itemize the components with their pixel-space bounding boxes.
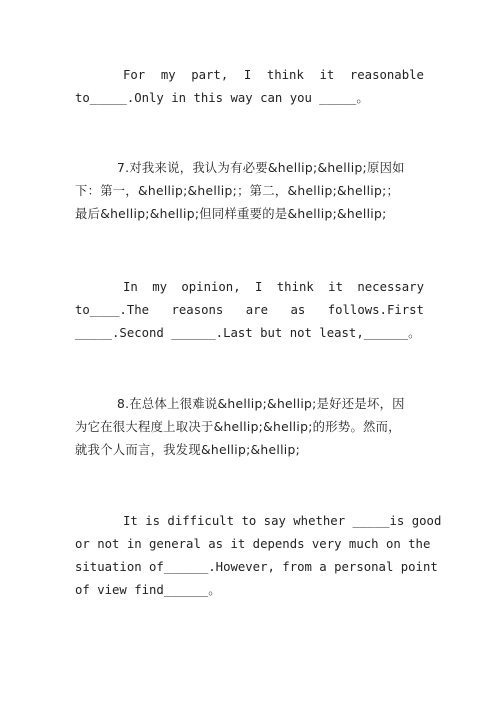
text-line: to____.The reasons are as follows.First [75, 303, 424, 317]
text-line: 为它在很大程度上取决于&hellip;&hellip;的形势。然而， [75, 420, 401, 434]
text-line: 就我个人而言，我发现&hellip;&hellip; [75, 443, 301, 457]
text-line: situation of______.However, from a personal point [75, 560, 438, 574]
paragraph-for-my-part [75, 64, 424, 110]
text-line: 8.在总体上很难说&hellip;&hellip;是好还是坏，因 [117, 397, 405, 411]
text-line: For my part, I think it reasonable [123, 68, 424, 82]
paragraph-in-my-opinion [75, 276, 424, 345]
text-line: 下：第一，&hellip;&hellip;；第二，&hellip;&hellip;； [75, 184, 400, 198]
text-line: In my opinion, I think it necessary [123, 280, 424, 294]
text-line: or not in general as it depends very much on the [75, 537, 431, 551]
paragraph-item-8 [75, 393, 424, 462]
text-line: It is difficult to say whether _____is good [123, 514, 442, 528]
paragraph-it-is-difficult [75, 510, 442, 602]
text-line: 7.对我来说，我认为有必要&hellip;&hellip;原因如 [117, 161, 405, 175]
text-line: of view find______。 [75, 583, 221, 597]
text-line: _____.Second ______.Last but not least,______。 [75, 326, 421, 340]
text-line: 最后&hellip;&hellip;但同样重要的是&hellip;&hellip; [75, 207, 387, 221]
text-line: to_____.Only in this way can you _____。 [75, 91, 369, 105]
paragraph-item-7 [75, 157, 424, 226]
